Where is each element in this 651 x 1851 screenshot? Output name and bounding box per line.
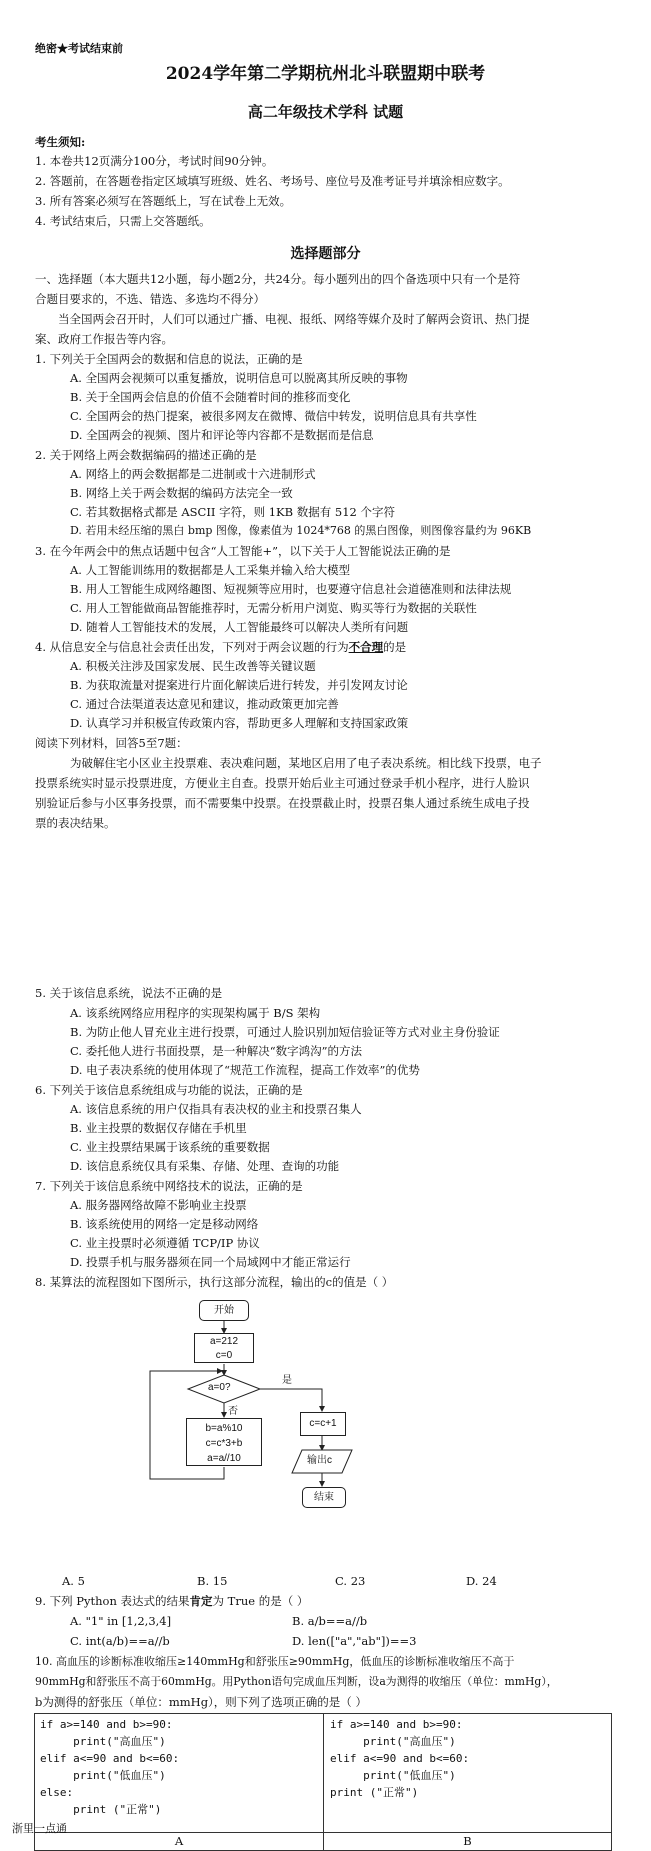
intro-line: 一、选择题（本大题共12小题，每小题2分，共24分。每小题列出的四个备选项中只有一个是符 <box>35 272 521 286</box>
q4-stem: 4. 从信息安全与信息社会责任出发，下列对于两会议题的行为不合理的是 <box>35 640 407 654</box>
q10-stem: b为测得的舒张压（单位：mmHg），则下列了选项正确的是（ ） <box>35 1695 367 1709</box>
intro-line: 合题目要求的，不选、错选、多选均不得分） <box>35 292 265 306</box>
q2-option-b: B. 网络上关于两会数据的编码方法完全一致 <box>70 486 293 500</box>
q4-option-d: D. 认真学习并积极宣传政策内容，帮助更多人理解和支持国家政策 <box>70 716 409 730</box>
flow-start: 开始 <box>199 1300 249 1321</box>
q1-option-c: C. 全国两会的热门提案，被很多网友在微博、微信中转发，说明信息具有共享性 <box>70 409 477 423</box>
q9-option-a: A. "1" in [1,2,3,4] <box>70 1614 172 1628</box>
q5-option-c: C. 委托他人进行书面投票，是一种解决“数字鸿沟”的方法 <box>70 1044 362 1058</box>
notice-heading: 考生须知: <box>35 135 86 149</box>
q3-option-a: A. 人工智能训练用的数据都是人工采集并输入给大模型 <box>70 563 351 577</box>
exam-title: 2024学年第二学期杭州北斗联盟期中联考 <box>165 64 486 84</box>
q2-stem: 2. 关于网络上两会数据编码的描述正确的是 <box>35 448 257 462</box>
secret-label: 绝密★考试结束前 <box>35 42 123 55</box>
q8-stem: 8. 某算法的流程图如下图所示，执行这部分流程，输出的c的值是（ ） <box>35 1275 394 1289</box>
q6-stem: 6. 下列关于该信息系统组成与功能的说法，正确的是 <box>35 1083 303 1097</box>
q5-stem: 5. 关于该信息系统，说法不正确的是 <box>35 986 223 1000</box>
flow-init-a: a=212 <box>209 1336 239 1347</box>
flow-yes-arrow <box>260 1389 322 1411</box>
code-a: if a>=140 and b>=90: print("高血压") elif a<=90 and b<=60: print("低血压") else: print ("正常") <box>40 1718 180 1816</box>
code-b: if a>=140 and b>=90: print("高血压") elif a<=90 and b<=60: print("低血压") print ("正常") <box>330 1718 470 1799</box>
q3-stem: 3. 在今年两会中的焦点话题中包含“人工智能+”，以下关于人工智能说法正确的是 <box>35 544 451 558</box>
q9-option-b: B. a/b==a//b <box>292 1614 368 1628</box>
q6-option-b: B. 业主投票的数据仅存储在手机里 <box>70 1121 247 1135</box>
table-divider <box>35 1832 611 1833</box>
q8-option-d: D. 24 <box>466 1574 497 1588</box>
q5-option-a: A. 该系统网络应用程序的实现架构属于 B/S 架构 <box>70 1006 321 1020</box>
flow-output: 输出c <box>307 1455 332 1466</box>
q10-stem: 90mmHg和舒张压不高于60mmHg。用Python语句完成血压判断，设a为测得的收缩压（单位：mmHg）， <box>35 1675 558 1688</box>
q2-option-d: D. 若用未经压缩的黑白 bmp 图像，像素值为 1024*768 的黑白图像，则图像容量约为 96KB <box>70 524 532 537</box>
notice-item: 2. 答题前，在答题卷指定区域填写班级、姓名、考场号、座位号及准考证号并填涂相应数字。 <box>35 174 510 188</box>
q4-option-b: B. 为获取流量对提案进行片面化解读后进行转发，并引发网友讨论 <box>70 678 408 692</box>
material-line: 当全国两会召开时，人们可以通过广播、电视、报纸、网络等媒介及时了解两会资讯、热门提 <box>58 312 530 326</box>
q7-option-d: D. 投票手机与服务器须在同一个局域网中才能正常运行 <box>70 1255 351 1269</box>
q6-option-d: D. 该信息系统仅具有采集、存储、处理、查询的功能 <box>70 1159 340 1173</box>
q2-option-a: A. 网络上的两会数据都是二进制或十六进制形式 <box>70 467 316 481</box>
q9-stem: 9. 下列 Python 表达式的结果肯定为 True 的是（ ） <box>35 1594 309 1608</box>
q8-option-b: B. 15 <box>197 1574 228 1588</box>
code-table <box>34 1713 612 1851</box>
q5-option-b: B. 为防止他人冒充业主进行投票，可通过人脸识别加短信验证等方式对业主身份验证 <box>70 1025 500 1039</box>
q6-option-a: A. 该信息系统的用户仅指具有表决权的业主和投票召集人 <box>70 1102 362 1116</box>
notice-item: 3. 所有答案必须写在答题纸上，写在试卷上无效。 <box>35 194 292 208</box>
q1-option-a: A. 全国两会视频可以重复播放，说明信息可以脱离其所反映的事物 <box>70 371 408 385</box>
table-divider <box>323 1714 324 1850</box>
reading-lead: 阅读下列材料，回答5至7题： <box>35 736 188 750</box>
q1-stem: 1. 下列关于全国两会的数据和信息的说法，正确的是 <box>35 352 303 366</box>
flow-body-line: b=a%10 <box>205 1423 243 1434</box>
q9-option-c: C. int(a/b)==a//b <box>70 1634 170 1648</box>
reading-line: 别验证后参与小区事务投票，而不需要集中投票。在投票截止时，投票召集人通过系统生成电子投 <box>35 796 530 810</box>
q6-option-c: C. 业主投票结果属于该系统的重要数据 <box>70 1140 270 1154</box>
q7-option-b: B. 该系统使用的网络一定是移动网络 <box>70 1217 259 1231</box>
notice-item: 4. 考试结束后，只需上交答题纸。 <box>35 214 211 228</box>
footer-watermark: 浙里一点通 <box>12 1822 67 1835</box>
reading-line: 投票系统实时显示投票进度，方便业主自查。投票开始后业主可通过登录手机小程序，进行人脸识 <box>35 776 530 790</box>
q8-option-a: A. 5 <box>62 1574 85 1588</box>
reading-line: 为破解住宅小区业主投票难、表决难问题，某地区启用了电子表决系统。相比线下投票，电子 <box>70 756 542 770</box>
flow-body <box>186 1418 262 1466</box>
flow-condition: a=0? <box>208 1382 231 1393</box>
q8-option-c: C. 23 <box>335 1574 366 1588</box>
flow-increment: c=c+1 <box>300 1412 346 1436</box>
q10-stem: 10. 高血压的诊断标准收缩压≥140mmHg和舒张压≥90mmHg，低血压的诊断标准收缩压不高于 <box>35 1655 515 1668</box>
flow-yes-label: 是 <box>282 1375 292 1386</box>
q7-option-a: A. 服务器网络故障不影响业主投票 <box>70 1198 247 1212</box>
exam-subtitle: 高二年级技术学科 试题 <box>247 103 404 121</box>
q9-option-d: D. len(["a","ab"])==3 <box>292 1634 417 1648</box>
q9-emphasis: 肯定 <box>189 1594 213 1608</box>
flow-init-c: c=0 <box>215 1350 233 1361</box>
q1-option-b: B. 关于全国两会信息的价值不会随着时间的推移而变化 <box>70 390 351 404</box>
notice-item: 1. 本卷共12页满分100分，考试时间90分钟。 <box>35 154 274 168</box>
q5-option-d: D. 电子表决系统的使用体现了“规范工作流程，提高工作效率”的优势 <box>70 1063 420 1077</box>
q4-option-a: A. 积极关注涉及国家发展、民生改善等关键议题 <box>70 659 316 673</box>
q3-option-c: C. 用人工智能做商品智能推荐时，无需分析用户浏览、购买等行为数据的关联性 <box>70 601 477 615</box>
q4-emphasis: 不合理 <box>348 640 384 654</box>
q3-option-d: D. 随着人工智能技术的发展，人工智能最终可以解决人类所有问题 <box>70 620 409 634</box>
section-title: 选择题部分 <box>290 246 361 262</box>
material-line: 案、政府工作报告等内容。 <box>35 332 173 346</box>
reading-line: 票的表决结果。 <box>35 816 116 830</box>
flow-end: 结束 <box>302 1487 346 1508</box>
code-label-a: A <box>174 1834 184 1848</box>
q1-option-d: D. 全国两会的视频、图片和评论等内容都不是数据而是信息 <box>70 428 374 442</box>
code-label-b: B <box>463 1834 472 1848</box>
q7-option-c: C. 业主投票时必须遵循 TCP/IP 协议 <box>70 1236 260 1250</box>
flow-body-line: a=a//10 <box>207 1453 241 1464</box>
flow-init <box>194 1333 254 1363</box>
q7-stem: 7. 下列关于该信息系统中网络技术的说法，正确的是 <box>35 1179 303 1193</box>
flow-body-line: c=c*3+b <box>205 1438 243 1449</box>
q4-option-c: C. 通过合法渠道表达意见和建议，推动政策更加完善 <box>70 697 339 711</box>
q3-option-b: B. 用人工智能生成网络趣图、短视频等应用时，也要遵守信息社会道德准则和法律法规 <box>70 582 512 596</box>
q2-option-c: C. 若其数据格式都是 ASCII 字符，则 1KB 数据有 512 个字符 <box>70 505 396 519</box>
flow-no-label: 否 <box>228 1406 238 1417</box>
